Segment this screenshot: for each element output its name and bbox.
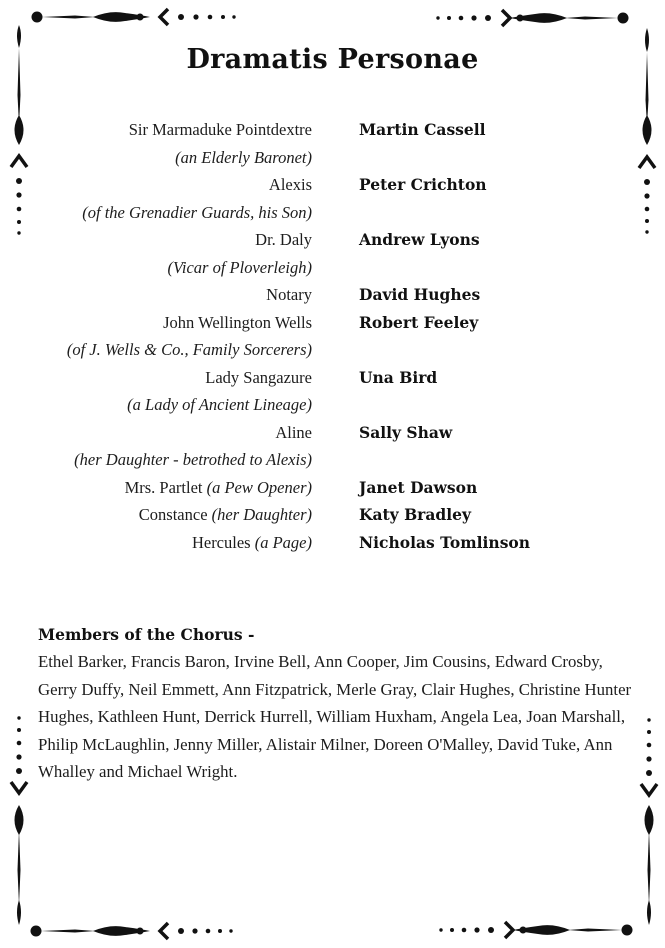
actor-name: Sally Shaw bbox=[359, 422, 453, 442]
cast-row bbox=[0, 144, 665, 172]
character-description: (a Lady of Ancient Lineage) bbox=[127, 395, 312, 414]
cast-row bbox=[0, 309, 665, 337]
character-name bbox=[125, 474, 312, 502]
cast-row bbox=[0, 446, 665, 474]
character-role: Sir Marmaduke Pointdextre bbox=[128, 120, 312, 139]
actor-name: Katy Bradley bbox=[359, 505, 471, 524]
actor-name: Martin Cassell bbox=[359, 120, 486, 139]
character-role: Alexis bbox=[268, 175, 312, 194]
character-name bbox=[269, 171, 312, 199]
character-name bbox=[266, 281, 312, 309]
character-name bbox=[139, 501, 312, 529]
character-role: John Wellington Wells bbox=[163, 312, 312, 332]
character-role: Hercules bbox=[191, 532, 251, 552]
character-role: Aline bbox=[275, 422, 312, 442]
character-role: Mrs. Partlet bbox=[124, 477, 203, 497]
character-description: (her Daughter) bbox=[211, 505, 312, 524]
cast-row bbox=[0, 419, 665, 447]
character-name bbox=[168, 254, 312, 282]
actor-name: Andrew Lyons bbox=[359, 230, 480, 249]
character-description: (a Page) bbox=[254, 532, 312, 552]
character-role: Constance bbox=[138, 505, 208, 524]
character-description: (of J. Wells & Co., Family Sorcerers) bbox=[66, 340, 312, 359]
character-role: Dr. Daly bbox=[255, 230, 312, 249]
character-name bbox=[205, 364, 312, 392]
character-name bbox=[275, 419, 312, 447]
character-name bbox=[82, 199, 312, 227]
cast-row bbox=[0, 336, 665, 364]
cast-row bbox=[0, 199, 665, 227]
cast-row bbox=[0, 529, 665, 557]
actor-name: David Hughes bbox=[359, 285, 481, 304]
actor-name: Una Bird bbox=[359, 367, 438, 387]
character-description: (Vicar of Ploverleigh) bbox=[167, 257, 312, 277]
actor-name: Peter Crichton bbox=[359, 175, 487, 194]
character-name bbox=[129, 116, 312, 144]
character-description: (an Elderly Baronet) bbox=[175, 147, 312, 167]
cast-row bbox=[0, 171, 665, 199]
cast-row bbox=[0, 391, 665, 419]
chorus-members: Ethel Barker, Francis Baron, Irvine Bell, Ann Cooper, Jim Cousins, Edward Crosby, Gerry Duffy, Neil Emmett, Ann Fitzpatrick, Merle Gray, Clair Hughes, Christine Hunter Hughes, Kathleen Hunt, Derrick Hurrell, William Huxham, Angela Lea, Joan Marshall, Philip McLaughlin, Jenny Miller, Alistair Milner, Doreen O'Malley, David Tuke, Ann Whalley and Michael Wright. bbox=[38, 652, 632, 782]
character-description: (her Daughter - betrothed to Alexis) bbox=[74, 450, 312, 469]
character-name bbox=[255, 226, 312, 254]
character-role: Lady Sangazure bbox=[205, 367, 312, 387]
character-description: (a Pew Opener) bbox=[206, 477, 312, 497]
character-name bbox=[67, 336, 312, 364]
character-name bbox=[163, 309, 312, 337]
cast-row bbox=[0, 226, 665, 254]
actor-name: Robert Feeley bbox=[359, 312, 479, 332]
cast-list bbox=[0, 116, 665, 556]
cast-row bbox=[0, 474, 665, 502]
cast-row bbox=[0, 116, 665, 144]
cast-row bbox=[0, 364, 665, 392]
page-title: Dramatis Personae bbox=[186, 44, 479, 75]
character-description: (of the Grenadier Guards, his Son) bbox=[82, 202, 312, 222]
character-name bbox=[127, 391, 312, 419]
cast-row bbox=[0, 281, 665, 309]
actor-name: Nicholas Tomlinson bbox=[359, 532, 531, 552]
cast-row bbox=[0, 501, 665, 529]
chorus-heading: Members of the Chorus - bbox=[38, 625, 255, 644]
character-role: Notary bbox=[266, 285, 312, 304]
character-name bbox=[192, 529, 312, 557]
actor-name: Janet Dawson bbox=[359, 477, 478, 497]
cast-row bbox=[0, 254, 665, 282]
character-name bbox=[175, 144, 312, 172]
chorus-section bbox=[38, 622, 638, 786]
character-name bbox=[74, 446, 312, 474]
